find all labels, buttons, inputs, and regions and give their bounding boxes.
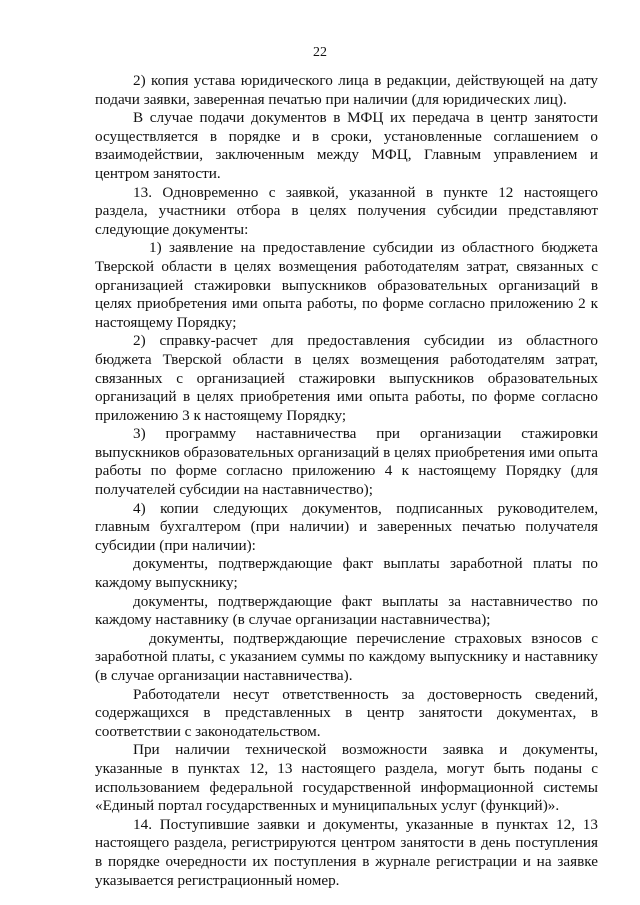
page-number: 22: [313, 45, 327, 60]
paragraph-clause-14-registration: 14. Поступившие заявки и документы, указанные в пунктах 12, 13 настоящего раздела, регистрируются центром занятости в день поступления в порядке очередности их поступления в журнале регистрации и на заявке указывается регистрационный номер.: [95, 815, 598, 889]
paragraph-item-3-mentoring-program: 3) программу наставничества при организации стажировки выпускников образовательных организаций в целях приобретения ими опыта работы по форме согласно приложению 4 к настоящему Порядку (для получателей субсидии на наставничество);: [95, 425, 598, 499]
paragraph-item-2-calculation: 2) справку-расчет для предоставления субсидии из областного бюджета Тверской области в целях возмещения работодателям затрат, связанных с организацией стажировки выпускников образовательных организаций в целях приобретения ими опыта работы, по форме согласно приложению 3 к настоящему Порядку;: [95, 332, 598, 424]
document-body: [95, 72, 598, 890]
paragraph-item-1-application: 1) заявление на предоставление субсидии из областного бюджета Тверской области в целях возмещения работодателям затрат, связанных с организацией стажировки выпускников образовательных организаций в целях приобретения ими опыта работы, по форме согласно приложению 2 к настоящему Порядку;: [95, 239, 598, 331]
paragraph-online-submission: При наличии технической возможности заявка и документы, указанные в пунктах 12, 13 настоящего раздела, могут быть поданы с использованием федеральной государственной информационной системы «Единый портал государственных и муниципальных услуг (функций)».: [95, 741, 598, 815]
paragraph-salary-documents: документы, подтверждающие факт выплаты заработной платы по каждому выпускнику;: [95, 555, 598, 592]
paragraph-mfc-transfer: В случае подачи документов в МФЦ их передача в центр занятости осуществляется в порядке и в сроки, установленные соглашением о взаимодействии, заключенным между МФЦ, Главным управлением и центром занятости.: [95, 109, 598, 182]
paragraph-mentoring-payment-documents: документы, подтверждающие факт выплаты за наставничество по каждому наставнику (в случае организации наставничества);: [95, 592, 598, 629]
paragraph-insurance-documents: документы, подтверждающие перечисление страховых взносов с заработной платы, с указанием суммы по каждому выпускнику и наставнику (в случае организации наставничества).: [95, 629, 598, 684]
paragraph-item-4-document-copies: 4) копии следующих документов, подписанных руководителем, главным бухгалтером (при наличии) и заверенных печатью получателя субсидии (при наличии):: [95, 499, 598, 554]
paragraph-charter-copy: 2) копия устава юридического лица в редакции, действующей на дату подачи заявки, заверенная печатью при наличии (для юридических лиц).: [95, 72, 598, 108]
paragraph-employer-responsibility: Работодатели несут ответственность за достоверность сведений, содержащихся в представленных в центр занятости документах, в соответствии с законодательством.: [95, 685, 598, 740]
paragraph-clause-13: 13. Одновременно с заявкой, указанной в пункте 12 настоящего раздела, участники отбора в целях получения субсидии представляют следующие документы:: [95, 183, 598, 238]
